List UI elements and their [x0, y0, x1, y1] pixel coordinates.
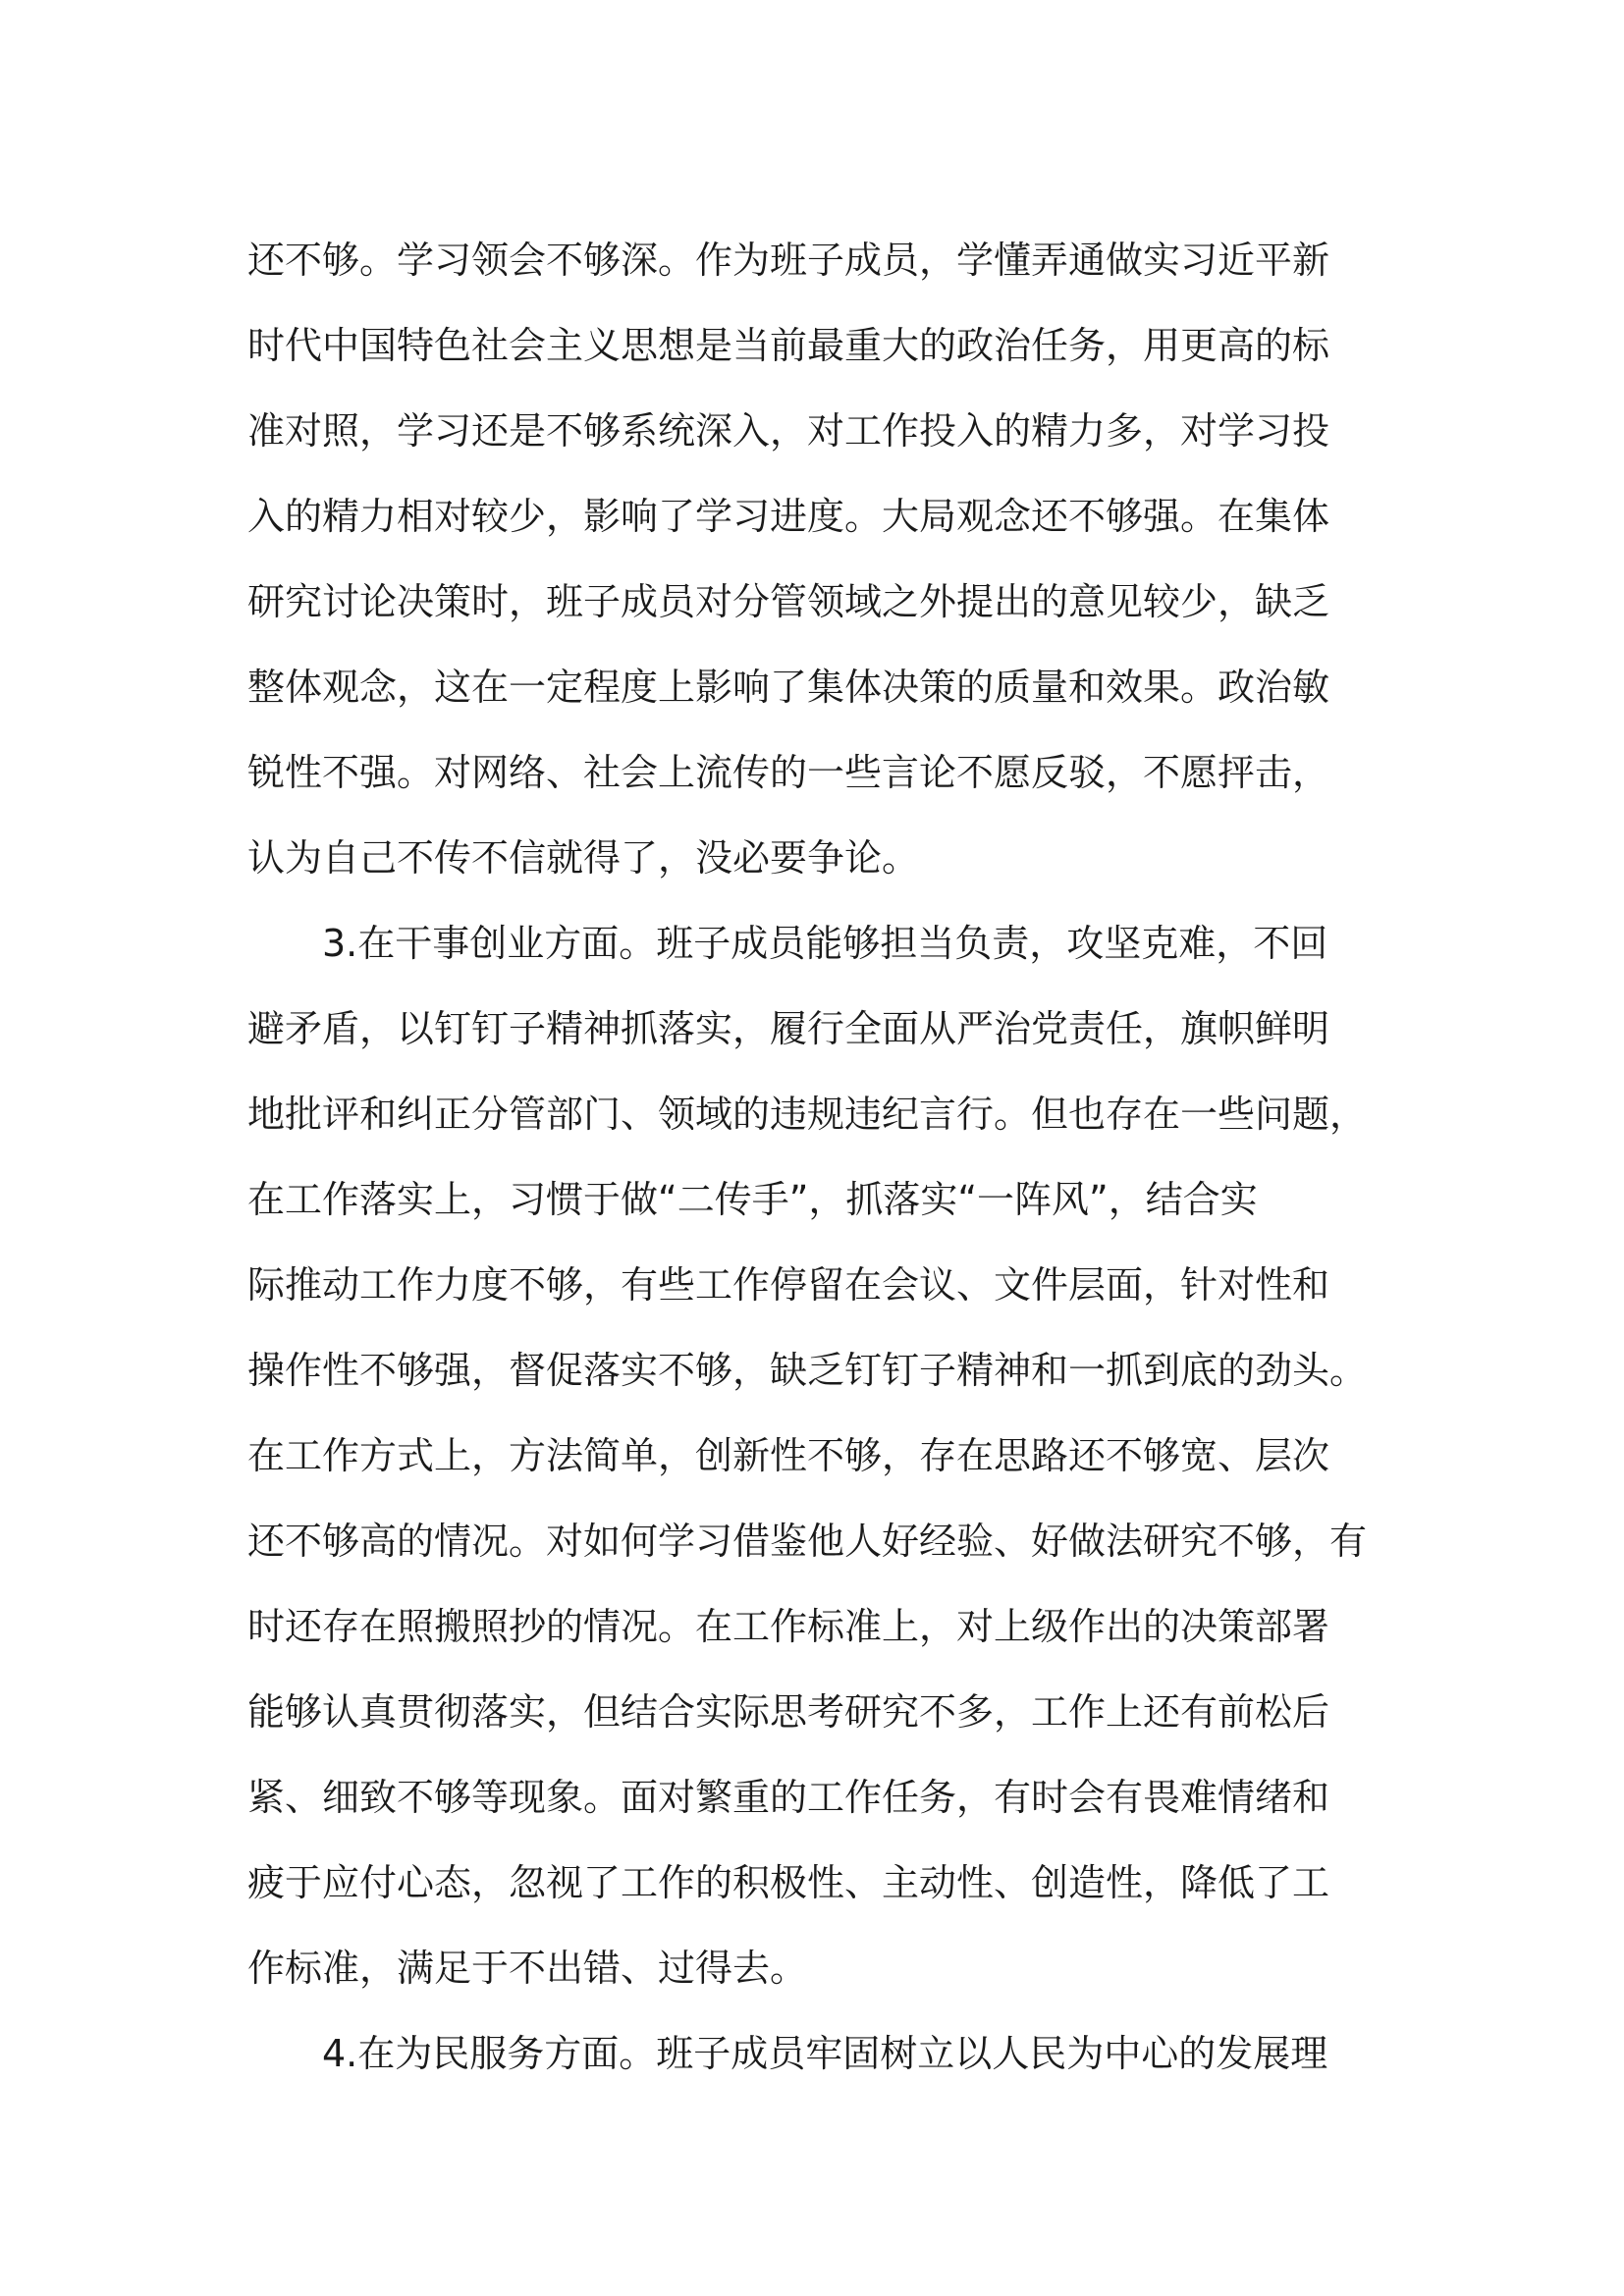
text-line: 整体观念，这在一定程度上影响了集体决策的质量和效果。政治敏 — [247, 666, 1330, 709]
text-line: 锐性不强。对网络、社会上流传的一些言论不愿反驳，不愿抨击， — [247, 751, 1330, 794]
text-line: 入的精力相对较少，影响了学习进度。大局观念还不够强。在集体 — [247, 495, 1330, 538]
text-line: 际推动工作力度不够，有些工作停留在会议、文件层面，针对性和 — [247, 1263, 1330, 1307]
text-line: 在工作落实上，习惯于做“二传手”，抓落实“一阵风”，结合实 — [247, 1178, 1258, 1221]
text-line: 研究讨论决策时，班子成员对分管领域之外提出的意见较少，缺乏 — [247, 580, 1330, 623]
text-line: 时还存在照搬照抄的情况。在工作标准上，对上级作出的决策部署 — [247, 1605, 1330, 1648]
text-line: 能够认真贯彻落实，但结合实际思考研究不多，工作上还有前松后 — [247, 1690, 1330, 1734]
text-line: 操作性不够强，督促落实不够，缺乏钉钉子精神和一抓到底的劲头。 — [247, 1349, 1368, 1392]
document-body — [247, 218, 1386, 2097]
text-line: 认为自己不传不信就得了，没必要争论。 — [247, 836, 920, 880]
text-line: 还不够。学习领会不够深。作为班子成员，学懂弄通做实习近平新 — [247, 239, 1330, 282]
text-line: 地批评和纠正分管部门、领域的违规违纪言行。但也存在一些问题， — [247, 1093, 1368, 1136]
text-line: 疲于应付心态，忽视了工作的积极性、主动性、创造性，降低了工 — [247, 1861, 1330, 1904]
text-line: 紧、细致不够等现象。面对繁重的工作任务，有时会有畏难情绪和 — [247, 1776, 1330, 1819]
text-line: 在工作方式上，方法简单，创新性不够，存在思路还不够宽、层次 — [247, 1434, 1330, 1477]
text-line: 作标准，满足于不出错、过得去。 — [247, 1947, 808, 1990]
text-line: 避矛盾，以钉钉子精神抓落实，履行全面从严治党责任，旗帜鲜明 — [247, 1007, 1330, 1050]
paragraph-heading-3: 3.在干事创业方面。班子成员能够担当负责，攻坚克难，不回 — [322, 922, 1328, 965]
text-line: 还不够高的情况。对如何学习借鉴他人好经验、好做法研究不够，有 — [247, 1520, 1368, 1563]
text-line: 准对照，学习还是不够系统深入，对工作投入的精力多，对学习投 — [247, 409, 1330, 453]
paragraph-heading-4: 4.在为民服务方面。班子成员牢固树立以人民为中心的发展理 — [322, 2032, 1328, 2075]
text-line: 时代中国特色社会主义思想是当前最重大的政治任务，用更高的标 — [247, 324, 1330, 367]
